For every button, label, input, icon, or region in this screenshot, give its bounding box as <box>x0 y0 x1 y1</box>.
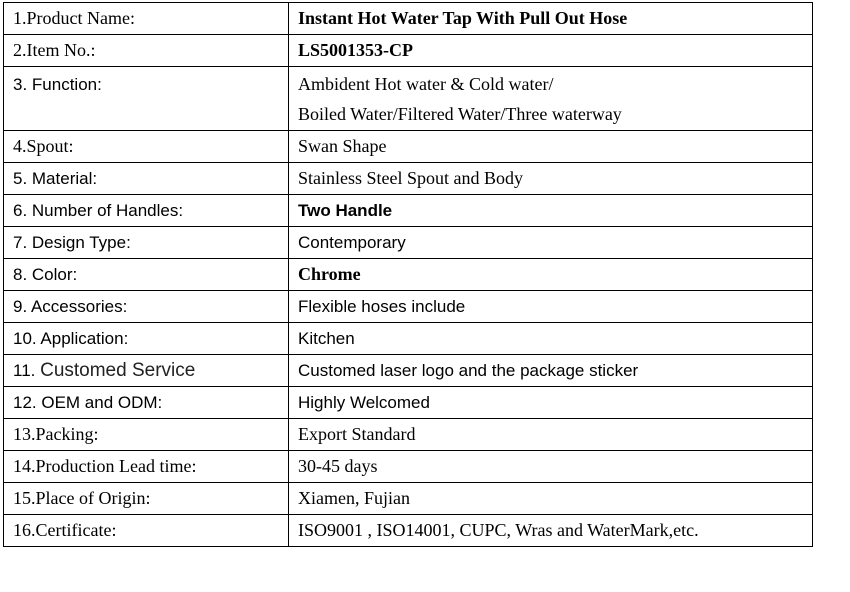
table-row <box>4 515 813 547</box>
table-row <box>4 227 813 259</box>
row-label: 8. Color: <box>4 259 289 291</box>
table-row <box>4 387 813 419</box>
row-value: Flexible hoses include <box>289 291 813 323</box>
row-label: 12. OEM and ODM: <box>4 387 289 419</box>
row-label: 2.Item No.: <box>4 35 289 67</box>
row-value: ISO9001 , ISO14001, CUPC, Wras and WaterMark,etc. <box>289 515 813 547</box>
table-row <box>4 35 813 67</box>
row-label: 16.Certificate: <box>4 515 289 547</box>
row-value: Kitchen <box>289 323 813 355</box>
row-value: 30-45 days <box>289 451 813 483</box>
row-value: Stainless Steel Spout and Body <box>289 163 813 195</box>
table-row <box>4 163 813 195</box>
row-label: 5. Material: <box>4 163 289 195</box>
row-value: Customed laser logo and the package sticker <box>289 355 813 387</box>
row-value: Swan Shape <box>289 131 813 163</box>
row-label: 1.Product Name: <box>4 3 289 35</box>
row-value <box>289 67 813 131</box>
row-label: 15.Place of Origin: <box>4 483 289 515</box>
row-value: Xiamen, Fujian <box>289 483 813 515</box>
table-row <box>4 3 813 35</box>
row-label: 6. Number of Handles: <box>4 195 289 227</box>
row-value: Instant Hot Water Tap With Pull Out Hose <box>289 3 813 35</box>
row-label: 7. Design Type: <box>4 227 289 259</box>
product-spec-table <box>3 2 813 547</box>
row-label: 10. Application: <box>4 323 289 355</box>
row-label: 9. Accessories: <box>4 291 289 323</box>
row-value-line: Ambident Hot water & Cold water/ <box>298 73 554 94</box>
table-row <box>4 195 813 227</box>
table-row <box>4 323 813 355</box>
row-label: 4.Spout: <box>4 131 289 163</box>
table-row <box>4 291 813 323</box>
row-value: Highly Welcomed <box>289 387 813 419</box>
table-row <box>4 131 813 163</box>
table-row <box>4 483 813 515</box>
row-label <box>4 355 289 387</box>
table-row <box>4 451 813 483</box>
table-row <box>4 67 813 131</box>
row-value-line: Boiled Water/Filtered Water/Three waterway <box>298 103 622 124</box>
table-row <box>4 259 813 291</box>
table-row <box>4 419 813 451</box>
row-value: LS5001353-CP <box>289 35 813 67</box>
row-value: Chrome <box>289 259 813 291</box>
row-label-prefix: 11. <box>13 360 41 380</box>
row-label: 14.Production Lead time: <box>4 451 289 483</box>
row-label-suffix: Customed Service <box>40 359 196 381</box>
row-value: Export Standard <box>289 419 813 451</box>
row-label: 13.Packing: <box>4 419 289 451</box>
table-row <box>4 355 813 387</box>
row-value: Contemporary <box>289 227 813 259</box>
row-value: Two Handle <box>289 195 813 227</box>
row-label: 3. Function: <box>4 67 289 131</box>
